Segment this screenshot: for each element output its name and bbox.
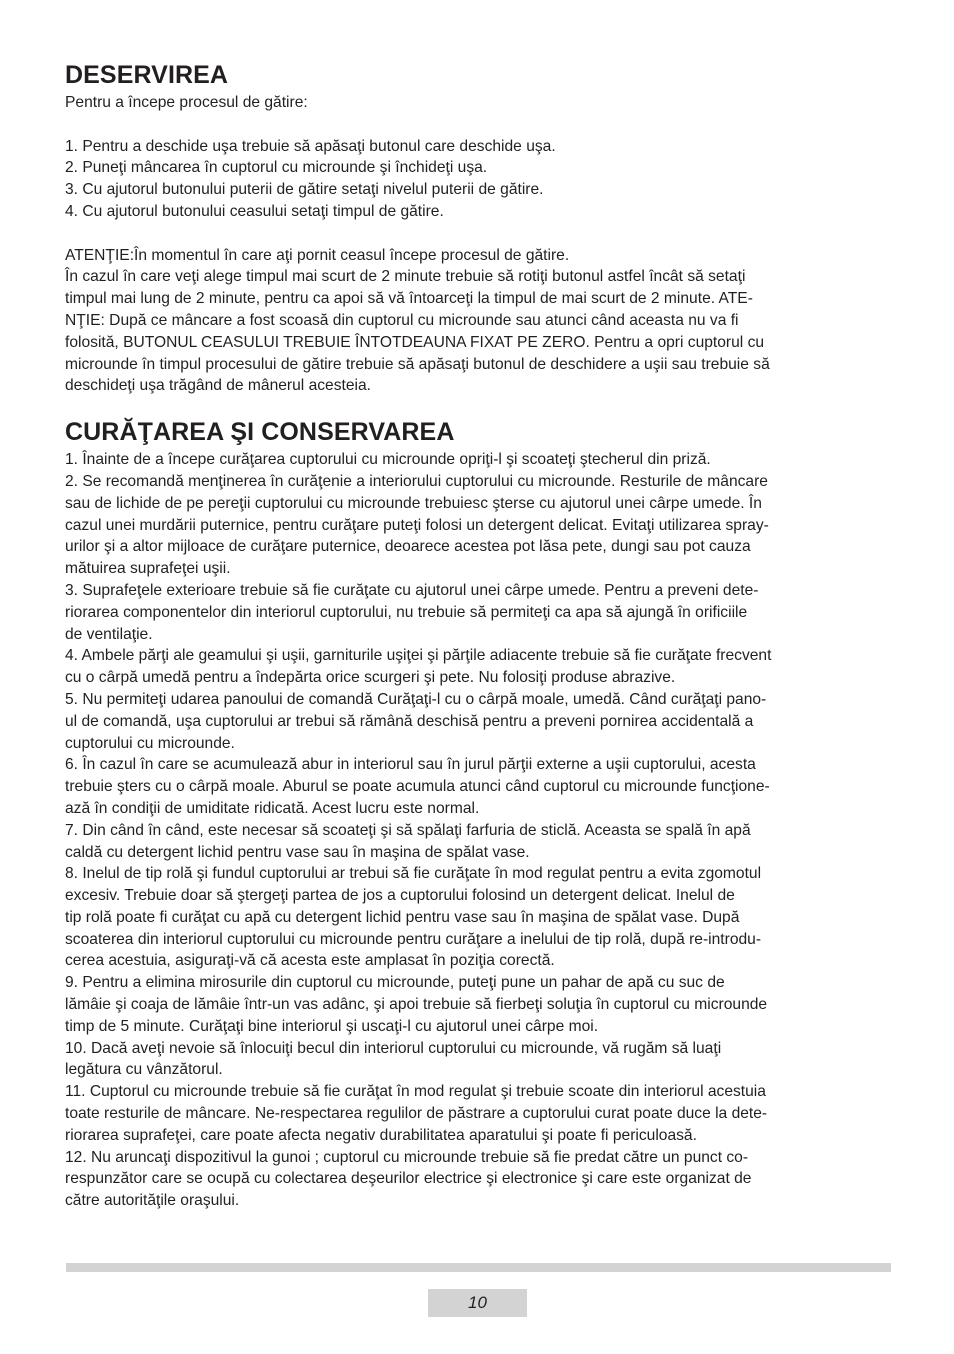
cleaning-line: de ventilaţie.	[65, 625, 153, 643]
cleaning-line: 10. Dacă aveţi nevoie să înlocuiţi becul din interiorul cuptorului cu microunde, vă rugăm să luaţi	[65, 1039, 722, 1057]
cleaning-line: riorarea suprafeţei, care poate afecta negativ durabilitatea aparatului şi poate fi periculoasă.	[65, 1126, 697, 1144]
cleaning-line: 12. Nu aruncaţi dispozitivul la gunoi ; cuptorul cu microunde trebuie să fie predat către un punct co-	[65, 1148, 749, 1166]
cleaning-line: 3. Suprafeţele exterioare trebuie să fie curăţate cu ajutorul unei cârpe umede. Pentru a preveni dete-	[65, 581, 759, 599]
note-line: deschideţi uşa trăgând de mânerul acesteia.	[65, 377, 372, 395]
cleaning-line: sau de lichide de pe pereţii cuptorului cu microunde trebuiesc şterse cu ajutorul unei cârpe umede. În	[65, 494, 762, 512]
cleaning-line: scoaterea din interiorul cuptorului cu microunde pentru curăţare a inelului de tip rolă, după re-introdu-	[65, 930, 762, 948]
cleaning-line: 2. Se recomandă menţinerea în curăţenie a interiorului cuptorului cu microunde. Resturile de mâncare	[65, 472, 768, 490]
cleaning-line: ază în condiţii de umiditate ridicată. Acest lucru este normal.	[65, 799, 480, 817]
step-line: 2. Puneţi mâncarea în cuptorul cu microunde şi închideţi uşa.	[65, 159, 488, 177]
spacer	[65, 114, 891, 136]
note-line: microunde în timpul procesului de gătire trebuie să apăsaţi butonul de deschidere a uşii sau trebuie să	[65, 355, 770, 373]
cleaning-line: cuptorului cu microunde.	[65, 734, 235, 752]
cleaning-line: respunzător care se ocupă cu colectarea deşeurilor electrice şi electronice şi care este organizat de	[65, 1170, 752, 1188]
cleaning-line: 6. În cazul în care se acumulează abur in interiorul sau în jurul părţii externe a uşii cuptorului, acesta	[65, 756, 756, 774]
cleaning-line: 7. Din când în când, este necesar să scoateţi şi să spălaţi farfuria de sticlă. Aceasta se spală în apă	[65, 821, 751, 839]
cleaning-line: caldă cu detergent lichid pentru vase sau în maşina de spălat vase.	[65, 843, 530, 861]
cleaning-line: cu o cârpă umedă pentru a îndepărta orice scurgeri şi pete. Nu folosiţi produse abrazive.	[65, 669, 676, 687]
cleaning-line: cerea acestuia, asiguraţi-vă că acesta este amplasat în poziţia corectă.	[65, 952, 555, 970]
step-line: 4. Cu ajutorul butonului ceasului setaţi timpul de gătire.	[65, 202, 444, 220]
page-number: 10	[428, 1289, 527, 1317]
cleaning-line: urilor şi a altor mijloace de curăţare puternice, deoarece acestea pot lăsa pete, dungi sau pot cauza	[65, 538, 751, 556]
cleaning-line: mătuirea suprafeţei uşii.	[65, 560, 231, 578]
cleaning-line: tip rolă poate fi curăţat cu apă cu detergent lichid pentru vase sau în maşina de spălat vase. După	[65, 908, 740, 926]
note-line: NŢIE: După ce mâncare a fost scoasă din cuptorul cu microunde sau atunci când aceasta nu va fi	[65, 311, 739, 329]
step-line: 3. Cu ajutorul butonului puterii de gătire setaţi nivelul puterii de gătire.	[65, 181, 544, 199]
cleaning-line: către autorităţile oraşului.	[65, 1192, 240, 1210]
cleaning-line: excesiv. Trebuie doar să ştergeţi partea de jos a cuptorului folosind un detergent delicat. Inelul de	[65, 887, 735, 905]
cleaning-line: 8. Inelul de tip rolă şi fundul cuptorului ar trebui să fie curăţate în mod regulat pentru a evita zgomotul	[65, 865, 762, 883]
cleaning-line: legătura cu vânzătorul.	[65, 1061, 223, 1079]
cleaning-line: 4. Ambele părţi ale geamului şi uşii, garniturile uşiţei şi părţile adiacente trebuie să fie curăţate frecvent	[65, 647, 772, 665]
cleaning-line: lămâie şi coaja de lămâie într-un vas adânc, şi apoi trebuie să fierbeţi soluţia în cuptorul cu microunde	[65, 996, 768, 1014]
cleaning-line: 9. Pentru a elimina mirosurile din cuptorul cu microunde, puteţi pune un pahar de apă cu suc de	[65, 974, 725, 992]
cleaning-line: toate resturile de mâncare. Ne-respectarea regulilor de păstrare a cuptorului curat poate duce la dete-	[65, 1105, 768, 1123]
note-line: folosită, BUTONUL CEASULUI TREBUIE ÎNTOTDEAUNA FIXAT PE ZERO. Pentru a opri cuptorul cu	[65, 333, 765, 351]
section-title-deservirea: DESERVIREA	[65, 61, 229, 89]
cleaning-line: trebuie şters cu o cârpă moale. Aburul se poate acumula atunci când cuptorul cu microunde funcţione-	[65, 778, 770, 796]
cleaning-line: cazul unei murdării puternice, pentru curăţare puteţi folosi un detergent delicat. Evitaţi utilizarea spray-	[65, 516, 769, 534]
spacer	[65, 223, 891, 245]
step-line: 1. Pentru a deschide uşa trebuie să apăsaţi butonul care deschide uşa.	[65, 137, 556, 155]
note-line: timpul mai lung de 2 minute, pentru ca apoi să vă întoarceţi la timpul de mai scurt de 2 minute. ATE-	[65, 290, 753, 308]
note-line: În cazul în care veţi alege timpul mai scurt de 2 minute trebuie să rotiţi butonul astfel încât să setaţi	[65, 268, 746, 286]
intro-text: Pentru a începe procesul de gătire:	[65, 94, 308, 111]
footer-divider	[66, 1263, 891, 1272]
page-content	[65, 58, 891, 1212]
cleaning-line: ul de comandă, uşa cuptorului ar trebui să rămână deschisă pentru a preveni pornirea accidentală a	[65, 712, 754, 730]
cleaning-line: 11. Cuptorul cu microunde trebuie să fie curăţat în mod regulat şi trebuie scoate din interiorul acestuia	[65, 1083, 766, 1101]
cleaning-line: 1. Înainte de a începe curăţarea cuptorului cu microunde opriţi-l şi scoateţi ştecherul din priză.	[65, 451, 711, 469]
cleaning-line: riorarea componentelor din interiorul cuptorului, nu trebuie să permiteţi ca apa să ajungă în orificiile	[65, 603, 748, 621]
cleaning-line: timp de 5 minute. Curăţaţi bine interiorul şi uscaţi-l cu ajutorul unei cârpe moi.	[65, 1017, 599, 1035]
section-title-curatarea: CURĂŢAREA ŞI CONSERVAREA	[65, 418, 455, 447]
cleaning-line: 5. Nu permiteţi udarea panoului de comandă Curăţaţi-l cu o cârpă moale, umedă. Când curăţaţi pano-	[65, 690, 767, 708]
note-line: ATENŢIE:În momentul în care aţi pornit ceasul începe procesul de gătire.	[65, 246, 570, 264]
